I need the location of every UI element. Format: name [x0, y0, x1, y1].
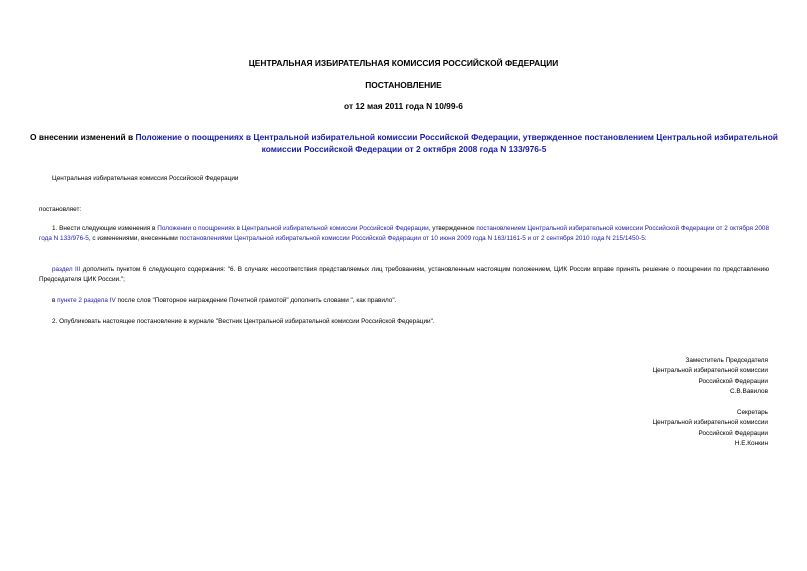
item-2-paragraph: 2. Опубликовать настоящее постановление в журнале "Вестник Центральной избирательной комиссии Российской Федерации". — [52, 318, 435, 325]
title-link[interactable]: Положение о поощрениях в Центральной избирательной комиссии Российской Федерации, утвержденное постановлением Центральной избирательной комиссии Российской Федерации от 2 октября 2008 года N 133/976-5 — [135, 132, 778, 154]
section-iv-point-2-link[interactable]: пункте 2 раздела IV — [57, 297, 116, 304]
signer-position: Заместитель Председателя — [685, 357, 768, 364]
section-iii-link[interactable]: раздел III — [52, 266, 81, 273]
signer-name: Н.Е.Конкин — [734, 440, 768, 448]
item-1-paragraph: 1. Внести следующие изменения в Положении о поощрениях в Центральной избирательной комиссии Российской Федерации, утвержденное постановлением Центральной избирательной комиссии Российской Федерации от 2 октября 2008 года N 133/976-5, с изменениями, внесенными постановлениями Центральной избирательной комиссии Российской Федерации от 10 июня 2009 года N 163/1161-5 и от 2 сентября 2010 года N 215/1450-5: — [39, 225, 769, 242]
org-heading: ЦЕНТРАЛЬНАЯ ИЗБИРАТЕЛЬНАЯ КОМИССИЯ РОССИЙСКОЙ ФЕДЕРАЦИИ — [248, 58, 559, 68]
date-number-heading: от 12 мая 2011 года N 10/99-6 — [344, 101, 463, 111]
signature-block-2 — [652, 408, 768, 450]
signer-org-line-1: Центральной избирательной комиссии — [652, 419, 768, 427]
item-b-paragraph: в пункте 2 раздела IV после слов "Повторное награждение Почетной грамотой" дополнить словами ", как правило". — [52, 297, 397, 304]
resolution-link[interactable]: постановлением Центральной избирательной комиссии Российской Федерации от 2 октября 2008 года N 133/976-5 — [39, 225, 769, 242]
intro-paragraph: Центральная избирательная комиссия Российской Федерации — [52, 175, 239, 182]
signer-name: С.В.Вавилов — [730, 388, 768, 396]
regulation-link[interactable]: Положении о поощрениях в Центральной избирательной комиссии Российской Федерации — [157, 225, 429, 232]
signer-position: Секретарь — [736, 409, 768, 416]
item-a-paragraph: раздел III дополнить пунктом 6 следующего содержания: "6. В случаях несоответствия представляемых лиц требованиям, установленным настоящим положением, ЦИК России вправе принять решение о поощрении по представлению Председателя ЦИК России."; — [39, 266, 769, 283]
signer-org-line-1: Центральной избирательной комиссии — [652, 367, 768, 375]
signature-block-1 — [652, 356, 768, 398]
doc-type-heading: ПОСТАНОВЛЕНИЕ — [365, 80, 442, 90]
amendments-link[interactable]: постановлениями Центральной избирательной комиссии Российской Федерации от 10 июня 2009 года N 163/1161-5 и от 2 сентября 2010 года N 215/1450-5 — [179, 234, 645, 242]
document-title — [30, 131, 778, 155]
signer-org-line-2: Российской Федерации — [698, 429, 768, 437]
title-prefix: О внесении изменений в — [30, 132, 136, 142]
signer-org-line-2: Российской Федерации — [698, 377, 768, 385]
resolves-paragraph: постановляет: — [39, 206, 82, 213]
